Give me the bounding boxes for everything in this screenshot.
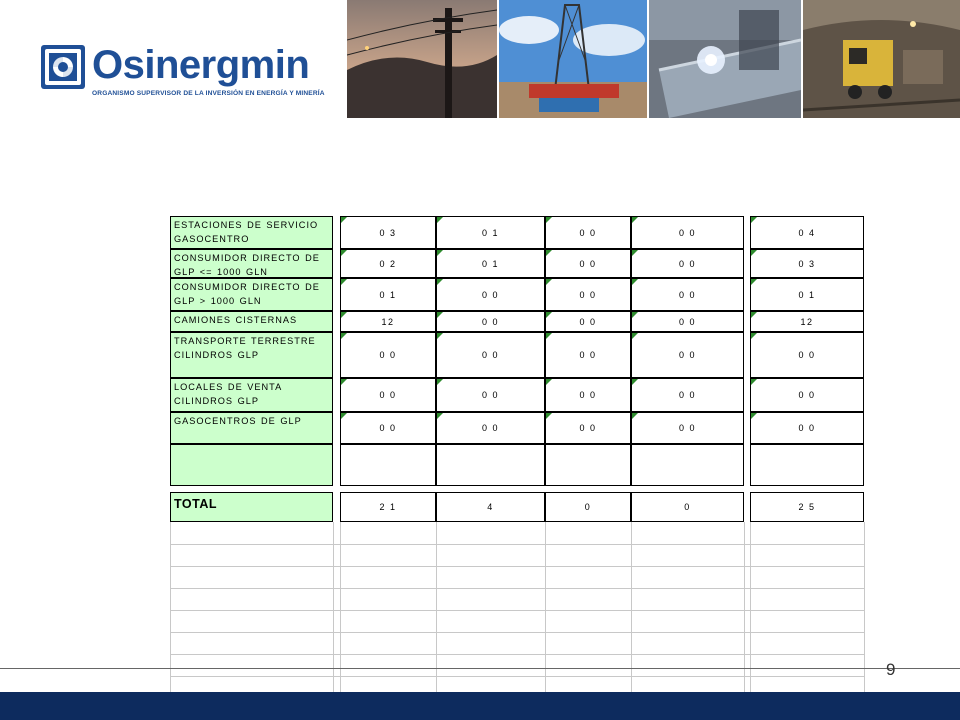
row-label: TRANSPORTE TERRESTRE CILINDROS GLP [170,332,333,378]
grid-line [170,566,864,567]
comment-marker-icon[interactable] [751,379,757,385]
total-value-text: 0 [684,502,691,512]
value-text: 0 0 [579,350,597,360]
value-cell[interactable] [631,311,744,332]
value-text: 0 0 [798,390,816,400]
grid-line [170,544,864,545]
comment-marker-icon[interactable] [632,379,638,385]
footer-band [0,692,960,720]
value-cell[interactable] [750,332,864,378]
comment-marker-icon[interactable] [751,250,757,256]
value-cell[interactable] [631,412,744,444]
comment-marker-icon[interactable] [437,333,443,339]
value-cell[interactable] [631,216,744,249]
total-value-cell[interactable] [545,492,631,522]
value-cell[interactable] [545,278,631,311]
value-cell[interactable] [340,249,436,278]
comment-marker-icon[interactable] [341,312,347,318]
value-cell[interactable] [750,444,864,486]
comment-marker-icon[interactable] [437,250,443,256]
value-cell[interactable] [436,444,545,486]
grid-line [631,522,632,696]
comment-marker-icon[interactable] [632,217,638,223]
value-cell[interactable] [436,249,545,278]
value-cell[interactable] [340,332,436,378]
comment-marker-icon[interactable] [341,413,347,419]
page-number: 9 [886,660,896,679]
total-value-cell[interactable] [340,492,436,522]
comment-marker-icon[interactable] [341,279,347,285]
value-text: 0 0 [579,390,597,400]
comment-marker-icon[interactable] [632,250,638,256]
value-text: 0 0 [678,227,696,238]
value-cell[interactable] [750,412,864,444]
value-cell[interactable] [631,278,744,311]
total-value-text: 2 5 [798,502,816,512]
value-cell[interactable] [545,216,631,249]
grid-line [170,654,864,655]
comment-marker-icon[interactable] [751,279,757,285]
value-text: 0 0 [481,390,499,400]
value-text: 0 0 [798,350,816,360]
value-text: 0 0 [379,350,397,360]
value-text: 0 0 [678,316,696,327]
value-text: 0 0 [579,423,597,433]
total-value-text: 4 [487,502,494,512]
grid-line [436,522,437,696]
comment-marker-icon[interactable] [751,333,757,339]
comment-marker-icon[interactable] [341,250,347,256]
grid-line [170,588,864,589]
grid-line [750,522,751,696]
value-cell[interactable] [545,378,631,412]
value-text: 0 0 [481,316,499,327]
row-label: LOCALES DE VENTA CILINDROS GLP [170,378,333,412]
value-cell[interactable] [340,378,436,412]
value-cell[interactable] [750,311,864,332]
comment-marker-icon[interactable] [751,312,757,318]
value-text: 0 0 [579,289,597,300]
row-label: CONSUMIDOR DIRECTO DE GLP <= 1000 GLN [170,249,333,278]
value-cell[interactable] [750,378,864,412]
value-text: 0 0 [678,350,696,360]
total-value-text: 2 1 [379,502,397,512]
logo-wordmark: Osinergmin [92,43,310,87]
glp-summary-table [170,214,866,696]
grid-line [170,632,864,633]
welding-pipe-photo [649,0,801,118]
value-text: 0 2 [379,258,397,269]
comment-marker-icon[interactable] [546,279,552,285]
value-text: 0 0 [579,258,597,269]
grid-line [170,676,864,677]
comment-marker-icon[interactable] [546,312,552,318]
value-text: 0 0 [678,258,696,269]
value-cell[interactable] [545,444,631,486]
grid-line [744,522,745,696]
value-cell[interactable] [340,278,436,311]
value-text: 0 0 [579,227,597,238]
value-text: 0 0 [579,316,597,327]
value-cell[interactable] [750,249,864,278]
value-cell[interactable] [545,412,631,444]
value-cell[interactable] [750,278,864,311]
comment-marker-icon[interactable] [546,413,552,419]
value-text: 0 1 [481,227,499,238]
total-value-cell[interactable] [631,492,744,522]
grid-line [333,522,334,696]
comment-marker-icon[interactable] [751,413,757,419]
value-text: 0 4 [798,227,816,238]
value-cell[interactable] [631,378,744,412]
footer-divider [0,668,960,669]
value-text: 0 0 [678,289,696,300]
header-photo-strip [347,0,960,118]
mine-tunnel-photo [803,0,960,118]
logo-mark-icon [40,44,86,90]
grid-line [864,522,865,696]
comment-marker-icon[interactable] [632,413,638,419]
total-value-cell[interactable] [750,492,864,522]
power-lines-photo [347,0,497,118]
value-cell[interactable] [340,216,436,249]
value-cell[interactable] [340,444,436,486]
value-text: 0 0 [678,390,696,400]
value-cell[interactable] [436,216,545,249]
value-cell[interactable] [436,332,545,378]
row-label [170,444,333,486]
value-text: 12 [381,316,395,327]
value-cell[interactable] [436,278,545,311]
value-cell[interactable] [436,311,545,332]
value-text: 0 0 [481,289,499,300]
value-cell[interactable] [750,216,864,249]
value-text: 0 1 [379,289,397,300]
value-text: 0 3 [798,258,816,269]
total-value-cell[interactable] [436,492,545,522]
comment-marker-icon[interactable] [546,333,552,339]
value-cell[interactable] [545,332,631,378]
value-text: 0 0 [481,423,499,433]
value-text: 0 0 [678,423,696,433]
grid-line [545,522,546,696]
total-label: TOTAL [170,492,333,522]
comment-marker-icon[interactable] [437,312,443,318]
row-label: CONSUMIDOR DIRECTO DE GLP > 1000 GLN [170,278,333,311]
comment-marker-icon[interactable] [632,333,638,339]
value-cell[interactable] [436,412,545,444]
comment-marker-icon[interactable] [632,279,638,285]
value-text: 0 0 [481,350,499,360]
comment-marker-icon[interactable] [546,217,552,223]
value-text: 0 0 [379,390,397,400]
comment-marker-icon[interactable] [341,217,347,223]
value-cell[interactable] [340,311,436,332]
comment-marker-icon[interactable] [341,379,347,385]
comment-marker-icon[interactable] [632,312,638,318]
osinergmin-logo [40,44,340,104]
row-label: ESTACIONES DE SERVICIO GASOCENTRO [170,216,333,249]
value-cell[interactable] [545,249,631,278]
value-text: 0 1 [481,258,499,269]
comment-marker-icon[interactable] [437,379,443,385]
comment-marker-icon[interactable] [437,217,443,223]
row-label: GASOCENTROS DE GLP [170,412,333,444]
grid-line [170,522,171,696]
comment-marker-icon[interactable] [437,413,443,419]
value-text: 0 3 [379,227,397,238]
comment-marker-icon[interactable] [437,279,443,285]
value-text: 0 1 [798,289,816,300]
comment-marker-icon[interactable] [546,379,552,385]
value-text: 12 [800,316,814,327]
value-cell[interactable] [631,249,744,278]
drilling-rig-photo [499,0,647,118]
grid-line [340,522,341,696]
comment-marker-icon[interactable] [341,333,347,339]
comment-marker-icon[interactable] [751,217,757,223]
logo-tagline: ORGANISMO SUPERVISOR DE LA INVERSIÓN EN ENERGÍA Y MINERÍA [92,90,325,97]
total-value-text: 0 [584,502,592,512]
row-label: CAMIONES CISTERNAS [170,311,333,332]
value-text: 0 0 [379,423,397,433]
value-cell[interactable] [631,332,744,378]
value-cell[interactable] [436,378,545,412]
value-cell[interactable] [545,311,631,332]
grid-line [170,610,864,611]
value-cell[interactable] [340,412,436,444]
comment-marker-icon[interactable] [546,250,552,256]
value-text: 0 0 [798,423,816,433]
value-cell[interactable] [631,444,744,486]
